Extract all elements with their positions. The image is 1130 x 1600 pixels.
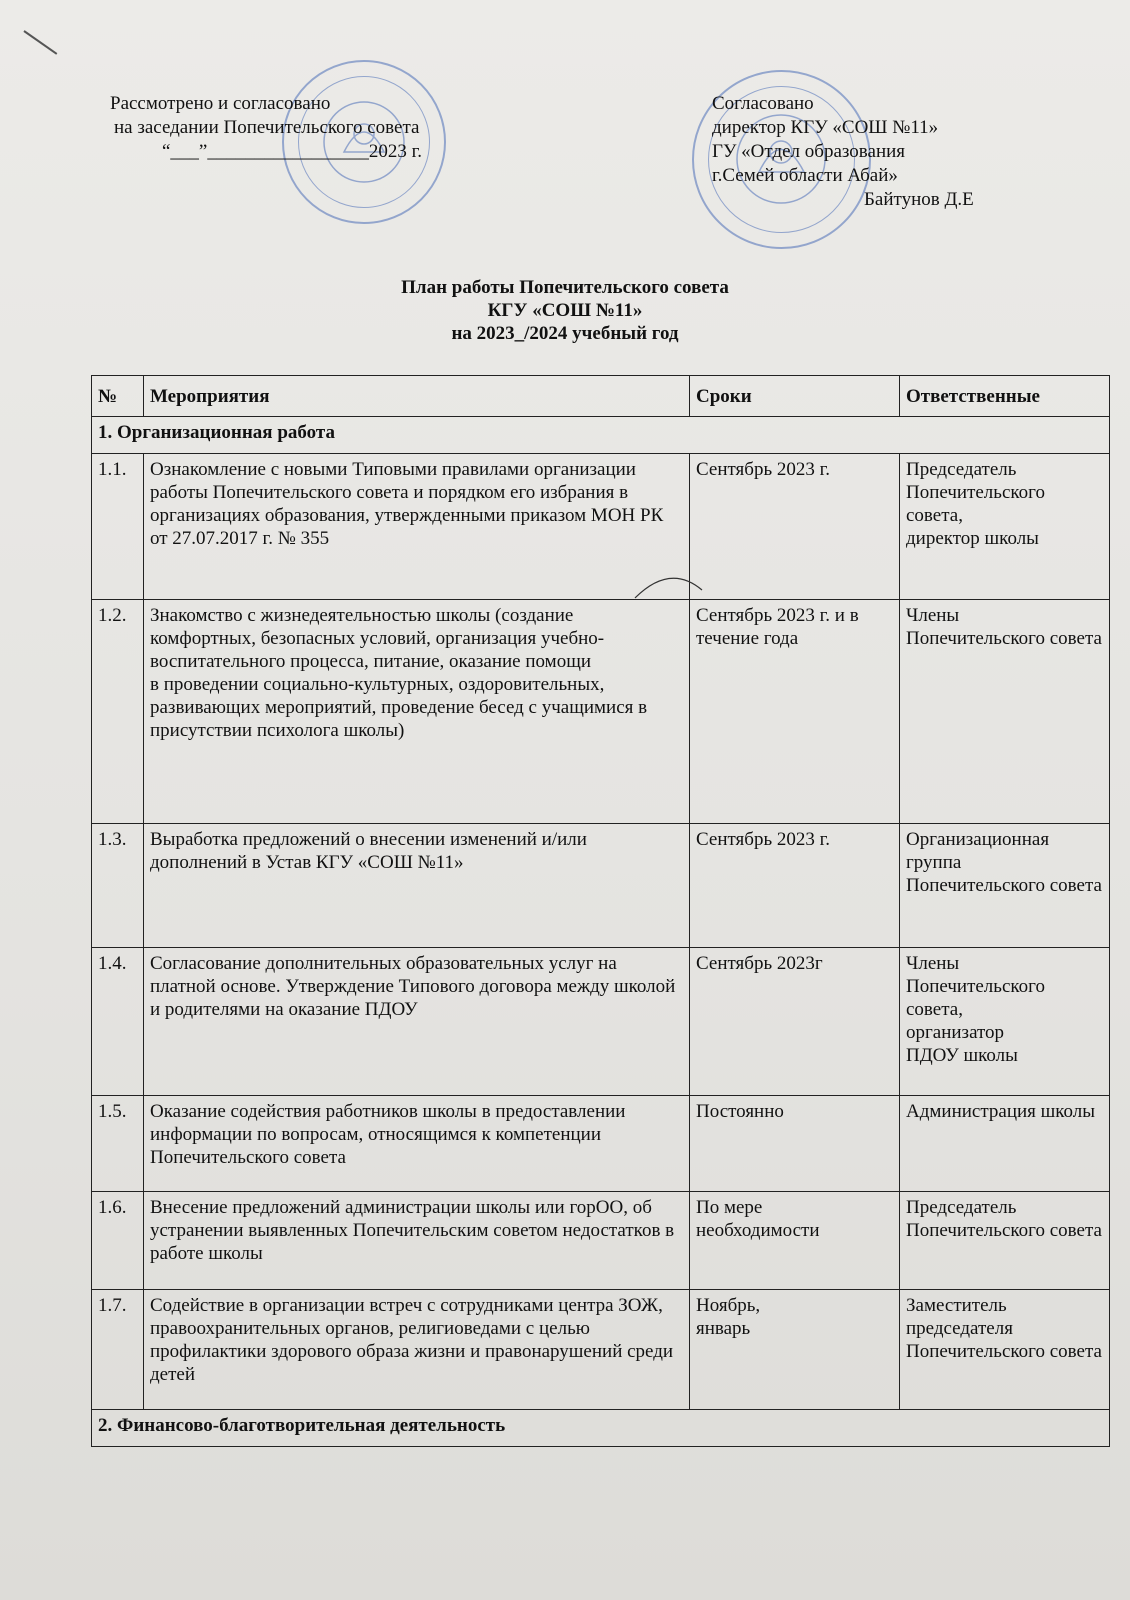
section-row [92,1410,1110,1447]
row-num: 1.4. [92,948,144,1096]
row-term: Сентябрь 2023г [690,948,900,1096]
title-line2: КГУ «СОШ №11» [487,300,643,321]
approval-left-line1: Рассмотрено и согласовано [110,93,331,114]
approval-right-line1: Согласовано [712,93,814,114]
section-title-1: 1. Организационная работа [92,417,1110,454]
row-term: Постоянно [690,1096,900,1192]
row-event: Знакомство с жизнедеятельностью школы (создание комфортных, безопасных условий, организация учебно-воспитательного процесса, питание, оказание помощи в проведении социально-культурных, оздоровительных, развивающих мероприятий, проведение бесед с учащимися в присутствии психолога школы) [144,600,690,824]
table-row [92,948,1110,1096]
table-row [92,454,1110,600]
table-row [92,1290,1110,1410]
row-responsible: Заместитель председателя Попечительского совета [900,1290,1110,1410]
row-responsible: Председатель Попечительского совета [900,1192,1110,1290]
section-title-2: 2. Финансово-благотворительная деятельность [92,1410,1110,1447]
row-responsible: Организационная группа Попечительского совета [900,824,1110,948]
row-term: Сентябрь 2023 г. [690,824,900,948]
plan-table [91,375,1110,1447]
scratch-mark [23,30,57,55]
approval-right-line3: ГУ «Отдел образования [712,141,906,162]
row-event: Внесение предложений администрации школы или горОО, об устранении выявленных Попечительским советом недостатков в работе школы [144,1192,690,1290]
director-name: Байтунов Д.Е [864,189,974,210]
row-event: Выработка предложений о внесении изменений и/или дополнений в Устав КГУ «СОШ №11» [144,824,690,948]
row-num: 1.5. [92,1096,144,1192]
table-row [92,824,1110,948]
row-event: Оказание содействия работников школы в предоставлении информации по вопросам, относящимся к компетенции Попечительского совета [144,1096,690,1192]
approval-block-left [110,92,530,164]
title-line3: на 2023_/2024 учебный год [451,323,679,344]
title-line1: План работы Попечительского совета [401,277,729,298]
row-num: 1.3. [92,824,144,948]
row-responsible: Администрация школы [900,1096,1110,1192]
row-term: По мере необходимости [690,1192,900,1290]
header-event: Мероприятия [144,376,690,417]
approval-left-line3: “___”_________________2023 г. [162,141,423,162]
row-num: 1.1. [92,454,144,600]
table-row [92,1192,1110,1290]
row-term: Ноябрь, январь [690,1290,900,1410]
table-row [92,1096,1110,1192]
header-num: № [92,376,144,417]
header-responsible: Ответственные [900,376,1110,417]
approval-right-line4: г.Семей области Абай» [712,165,898,186]
row-responsible: Председатель Попечительского совета, директор школы [900,454,1110,600]
section-row [92,417,1110,454]
table-header-row [92,376,1110,417]
row-term: Сентябрь 2023 г. и в течение года [690,600,900,824]
table-row [92,600,1110,824]
pen-stroke-mark [630,568,710,608]
row-num: 1.6. [92,1192,144,1290]
approval-block-right [712,92,1112,212]
row-num: 1.2. [92,600,144,824]
approval-right-line2: директор КГУ «СОШ №11» [712,117,939,138]
document-title [0,276,1130,345]
row-event: Ознакомление с новыми Типовыми правилами организации работы Попечительского совета и порядком его избрания в организациях образования, утвержденными приказом МОН РК от 27.07.2017 г. № 355 [144,454,690,600]
row-event: Содействие в организации встреч с сотрудниками центра ЗОЖ, правоохранительных органов, религиоведами с целью профилактики здорового образа жизни и правонарушений среди детей [144,1290,690,1410]
approval-left-line2: на заседании Попечительского совета [114,117,420,138]
header-term: Сроки [690,376,900,417]
row-num: 1.7. [92,1290,144,1410]
row-responsible: Члены Попечительского совета [900,600,1110,824]
row-responsible: Члены Попечительского совета, организатор ПДОУ школы [900,948,1110,1096]
row-term: Сентябрь 2023 г. [690,454,900,600]
row-event: Согласование дополнительных образовательных услуг на платной основе. Утверждение Типового договора между школой и родителями на оказание ПДОУ [144,948,690,1096]
